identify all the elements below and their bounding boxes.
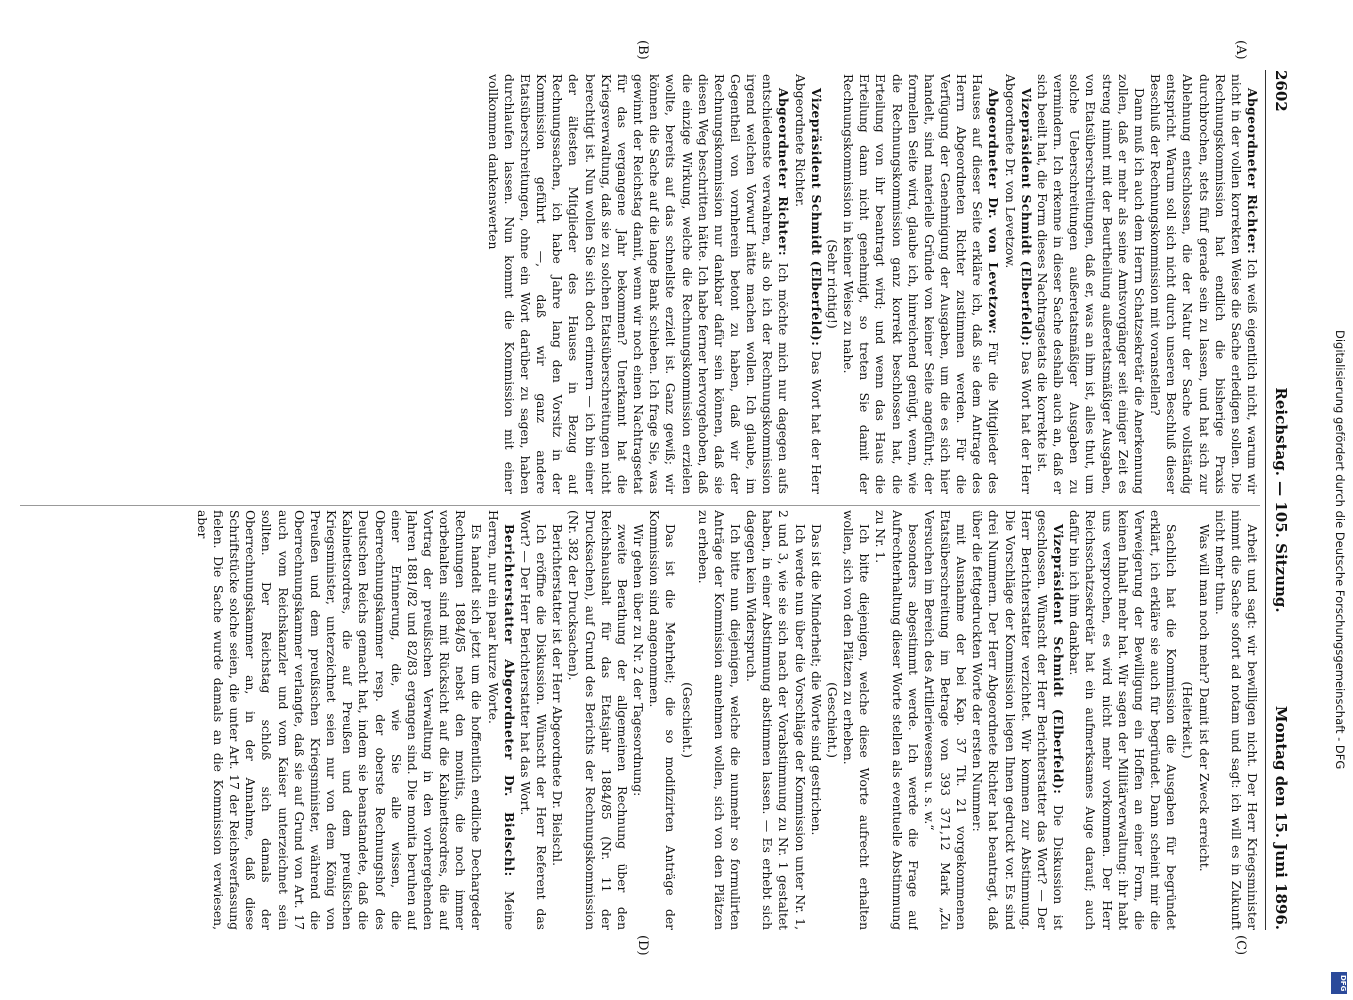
- paragraph: [840, 510, 872, 930]
- speaker-name: Berichterstatter Abgeordneter Dr. Bielschl:: [501, 524, 517, 877]
- paragraph: [630, 510, 646, 930]
- paragraph-text: Ich bitte diejenigen, welche diese Worte aufrecht erhalten wollen, sich von den Plätzen zu erheben.: [841, 510, 872, 930]
- paragraph: [969, 510, 1066, 930]
- paragraph: [678, 510, 694, 930]
- paragraph-text: Die Diskussion ist geschlossen. Wünscht der Herr Berichterstatter das Wort? — Der Herr Berichterstatter verzichtet. Wir kommen zur Abstimmung. Die Vorschläge der Kommission liegen Ihnen gedruckt vor. Es sind drei Nummern. Der Herr Abgeordnete Richter hat beantragt, daß über die fettgedruckten Worte der ersten Nummer:: [970, 510, 1066, 930]
- speaker-name: Vizepräsident Schmidt (Elberfeld):: [808, 88, 824, 347]
- paragraph: [485, 510, 517, 930]
- paragraph-text: Das Wort hat der Herr Abgeordnete Dr. von Levetzow.: [1002, 74, 1033, 494]
- margin-mark-a: (A): [1233, 40, 1248, 60]
- paragraph: [1034, 74, 1147, 494]
- paragraph: [517, 510, 549, 930]
- paragraph: [840, 74, 1002, 494]
- dfg-logo: DFG: [1331, 972, 1347, 994]
- paragraph-text: Für die Mitglieder des Hauses auf dieser Seite erkläre ich, daß sie dem Antrage des Herrn Abgeordneten Richter zustimmen werden. Für die Verfügung der Genehmigung der Ausgaben, um die es sich hier handelt, sind materielle Gründe von keiner Seite angeführt; der formellen Seite wird, glaube ich, hinreichend genügt, wenn, wie die Rechnungskommission ganz korrekt beschlossen hat, die Erteilung von ihr beantragt wird; und wenn das Haus die Erteilung dann nicht genehmigt, so treten Sie damit der Rechnungskommission in keiner Weise zu nahe.: [841, 74, 1001, 494]
- paragraph: [1147, 74, 1260, 494]
- speaker-name: Vizepräsident Schmidt (Elberfeld):: [1018, 88, 1034, 347]
- paragraph: [565, 510, 630, 930]
- header-rule: [1265, 70, 1266, 930]
- paragraph: [1179, 510, 1195, 930]
- paragraph-text: Wir gehen über zu Nr. 2 der Tagesordnung:: [631, 524, 646, 797]
- left-text-column: [20, 74, 1260, 494]
- paragraph: [549, 510, 565, 930]
- paragraph: [646, 510, 678, 930]
- paragraph-text: Ich bitte nun diejenigen, welche die nunmehr so formulirten Anträge der Kommission annehmen wollen, sich von den Plätzen zu erheben.: [695, 510, 742, 930]
- paragraph-text: Arbeit und sagt: wir bewilligen nicht. Der Herr Kriegsminister nimmt die Sache sofort ad notam und sagt: ich will es in Zukunft nicht mehr thun.: [1212, 510, 1259, 930]
- paragraph-text: Dann muß ich auch dem Herrn Schatzsekretär die Anerkennung zollen, daß er mehr als seine Amtsvorgänger seit einiger Zeit es streng nimmt mit der Beurtheilung außeretatsmäßiger Ausgaben, von Etatsüberschreitungen, daß er, was an ihm ist, alles thut, um solche Ueberschreitungen außeretatsmäßiger Ausgaben zu vermindern. Ich erkenne in dieser Sache deshalb auch an, daß er sich beeilt hat, die Form dieses Nachtragsetats die korrekte ist.: [1034, 74, 1146, 494]
- margin-mark-d: (D): [635, 935, 650, 956]
- paragraph-text: Berichterstatter ist der Herr Abgeordnete Dr. Bielschl.: [550, 524, 565, 866]
- paragraph: [1002, 74, 1034, 494]
- column-divider: [20, 505, 1260, 506]
- paragraph: [1195, 510, 1211, 930]
- paragraph-text: Das Wort hat der Herr Abgeordnete Richter.: [792, 74, 823, 494]
- paragraph: [791, 74, 823, 494]
- page-header: [1268, 70, 1290, 930]
- speaker-name: Abgeordneter Dr. von Levetzow:: [986, 88, 1002, 335]
- speaker-name: Abgeordneter Richter:: [776, 88, 792, 257]
- paragraph-text: mit Ausnahme der bei Kap. 37 Tit. 21 vorgekommenen Etatsüberschreitung im Betrage von 393 371,12 Mark „Zu Versuchen im Bereich des Artilleriewesens u. s. w.“: [921, 510, 969, 930]
- paragraph-text: besonders abgestimmt werde. Ich werde die Frage auf Aufrechterhaltung dieser Worte stellen als eventuelle Abstimmung zu Nr. 1.: [873, 510, 920, 930]
- margin-mark-b: (B): [635, 40, 650, 60]
- margin-mark-c: (C): [1233, 935, 1248, 956]
- session-title: Reichstag. — 105. Sitzung.: [1272, 387, 1290, 613]
- paragraph: [1066, 510, 1179, 930]
- paragraph-text: Ich eröffne die Diskussion. Wünscht der Herr Referent das Wort? — Der Herr Berichterstatter hat das Wort.: [517, 510, 549, 930]
- paragraph-text: Ich möchte mich nur dagegen aufs entschiedenste verwahren, als ob ich der Rechnungskommission irgend welchen Vorwurf hätte machen wollen. Ich glaube, im Gegentheil von vornherein betont zu haben, daß wir der Rechnungskommission nur dankbar dafür sein können, daß sie diesen Weg beschritten hätte. Ich habe ferner hervorgehoben, daß die einzige Wirkung, welche die Rechnungskommission erzielen wollte, bereits auf das schnellste erzielt ist. Ganz gewiß; wir können die Sache auf die lange Bank schieben. Ich frage Sie, was gewinnt der Reichstag damit, wenn wir noch einen Nachtragsetat für das vergangene Jahr bekommen? Unerkannt hat die Kriegsverwaltung, daß sie zu solchen Etatsüberschreitungen nicht berechtigt ist. Nun wollen Sie sich doch erinnern — ich bin einer der ältesten Mitglieder des Hauses in Bezug auf Rechnungssachen, ich habe Jahre lang den Vorsitz in der Kommission geführt —, daß wir ganz andere Etatsüberschreitungen, ohne ein Wort darüber zu sagen, haben durchlaufen lassen. Nun kommt die Kommission mit einer vollkommen dankenswerten: [485, 74, 791, 494]
- right-text-column: [20, 510, 1260, 930]
- paragraph-text: (Geschieht.): [679, 682, 694, 758]
- session-date: Montag den 15. Juni 1896.: [1272, 705, 1290, 930]
- speaker-name: Vizepräsident Schmidt (Elberfeld):: [1051, 524, 1067, 795]
- paragraph-text: Meine Herren, nur ein paar kurze Worte.: [485, 510, 516, 930]
- paragraph-text: Es handelt sich jetzt um die hoffentlich endliche Dechargeder Rechnungen 1884/85 nebst den monitis, die noch immer vorbehalten sind mit Rücksicht auf die Kabinettsordres, die auf Vortrag der preußischen Verwaltung in den vorhergehenden Jahren 1881/82 und 82/83 ergangen sind. Die monita beruhen auf einer Erinnerung, die, wie Sie alle wissen, die Oberrechnungskammer resp. der oberste Rechnungshof des Deutschen Reichs gemacht hat, indem sie beanstandete, daß die Kabinettsordres, die auf Preußen und dem preußischen Kriegsminister, unterzeichnet seien nur von dem König von Preußen und dem preußischen Kriegsminister, während die Oberrechnungskammer verlangte, daß sie auf Grund von Art. 17 auch vom Reichskanzler und vom Kaiser unterzeichnet sein sollten. Der Reichstag schloß sich damals der Oberrechnungskammer an, in der Annahme, daß diese Schriftstücke solche seien, die unter Art. 17 der Reichsverfassung fielen. Die Sache wurde damals an die Kommission verwiesen, aber: [194, 510, 484, 930]
- page-number: 2602: [1272, 70, 1290, 112]
- digitization-footer: [1323, 0, 1353, 1000]
- paragraph: [194, 510, 485, 930]
- paragraph: [872, 510, 920, 930]
- paragraph-text: (Geschieht.): [824, 682, 839, 758]
- paragraph: [824, 510, 840, 930]
- paragraph: [824, 74, 840, 494]
- paragraph-text: Das ist die Minderheit; die Worte sind gestrichen.: [808, 524, 823, 836]
- paragraph-text: (Sehr richtig!): [824, 239, 839, 329]
- paragraph-text: zweite Berathung der allgemeinen Rechnung über den Reichshaushalt für das Etatsjahr 1884/85 (Nr. 11 der Drucksachen), auf Grund des Berichts der Rechnungskommission (Nr. 382 der Drucksachen).: [566, 510, 629, 930]
- paragraph: [921, 510, 969, 930]
- paragraph-text: Ich werde nun über die Vorschläge der Kommission unter Nr. 1, 2 und 3, wie sie sich nach der Vorabstimmung zu Nr. 1 gestaltet haben, in einer Abstimmung abstimmen lassen. — Es erhebt sich dagegen kein Widerspruch.: [744, 510, 807, 930]
- paragraph: [695, 510, 743, 930]
- paragraph: [485, 74, 792, 494]
- funding-notice: Digitalisierung gefördert durch die Deutsche Forschungsgemeinschaft - DFG: [1333, 330, 1347, 770]
- speaker-name: Abgeordneter Richter:: [1245, 88, 1260, 255]
- paragraph-text: (Heiterkeit.): [1180, 681, 1195, 759]
- paragraph-text: Sachlich hat die Kommission die Ausgaben für begründet erklärt, ich erkläre sie auch für begründet. Dann scheint mir die Verweigerung der Bewilligung ein Hoffen an einer Form, die keinen Inhalt mehr hat. Wir sagen der Militärverwaltung: ihr habt uns versprochen, es wird nicht mehr vorkommen. Der Herr Reichsschatzsekretär hat ein aufmerksames Auge darauf; auch dafür bin ich ihm dankbar.: [1067, 510, 1179, 930]
- paragraph-text: Ich weiß eigentlich nicht, warum wir nicht in der vollen korrekten Weise die Sache erledigen sollen. Die Rechnungskommission hat endlich die bisherige Praxis durchbrochen, stets fünf gerade sein zu lassen, und hat sich zur Ablehnung entschlossen, die der Natur der Sache vollständig entspricht. Warum soll sich nicht durch unseren Beschluß dieser Beschluß der Rechnungskommission mit voranstellen?: [1148, 74, 1259, 494]
- paragraph-text: Was will man noch mehr? Damit ist der Zweck erreicht.: [1196, 524, 1211, 872]
- paragraph: [808, 510, 824, 930]
- paragraph-text: Das ist die Mehrheit; die so modifizirten Anträge der Kommission sind angenommen.: [647, 510, 678, 930]
- paragraph: [1212, 510, 1260, 930]
- paragraph: [743, 510, 808, 930]
